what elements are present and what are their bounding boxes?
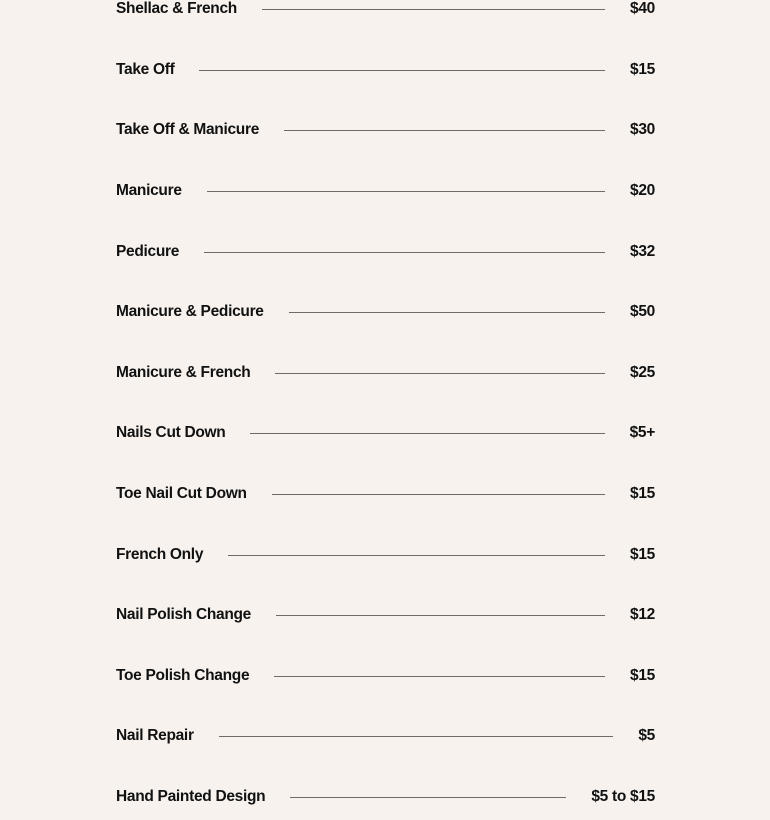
service-price: $20: [630, 182, 655, 199]
service-row-take-off: [116, 60, 655, 80]
leader-line: [219, 736, 614, 737]
service-row-pedicure: [116, 242, 655, 262]
service-row-french-only: [116, 545, 655, 565]
service-price: $5 to $15: [591, 788, 655, 805]
service-row-manicure: [116, 181, 655, 201]
leader-line: [272, 494, 605, 495]
leader-line: [276, 615, 605, 616]
service-price: $30: [630, 121, 655, 138]
service-price: $32: [630, 243, 655, 260]
service-price: $5: [638, 727, 655, 744]
service-row-nail-polish-change: [116, 605, 655, 625]
service-row-take-off-manicure: [116, 120, 655, 140]
service-price: $12: [630, 606, 655, 623]
service-price: $15: [630, 61, 655, 78]
service-price: $40: [630, 0, 655, 17]
service-price: $5+: [629, 424, 655, 441]
leader-line: [204, 252, 605, 253]
service-name: Nail Polish Change: [116, 606, 251, 623]
service-price: $25: [630, 364, 655, 381]
service-row-manicure-french: [116, 363, 655, 383]
leader-line: [274, 676, 605, 677]
service-name: Pedicure: [116, 243, 180, 260]
service-row-nail-repair: [116, 726, 655, 746]
service-name: Toe Polish Change: [116, 667, 250, 684]
leader-line: [262, 9, 605, 10]
service-name: Toe Nail Cut Down: [116, 485, 247, 502]
service-name: French Only: [116, 546, 204, 563]
service-row-manicure-pedicure: [116, 302, 655, 322]
service-name: Take Off: [116, 61, 175, 78]
leader-line: [199, 70, 605, 71]
leader-line: [290, 797, 566, 798]
leader-line: [228, 555, 605, 556]
service-row-hand-painted-design: [116, 787, 655, 807]
leader-line: [275, 373, 605, 374]
service-price: $15: [630, 546, 655, 563]
leader-line: [250, 433, 604, 434]
service-name: Take Off & Manicure: [116, 121, 260, 138]
service-price: $50: [630, 303, 655, 320]
service-price: $15: [630, 485, 655, 502]
service-name: Hand Painted Design: [116, 788, 266, 805]
service-name: Manicure: [116, 182, 182, 199]
leader-line: [207, 191, 605, 192]
service-row-shellac-french: [116, 0, 655, 19]
service-name: Manicure & French: [116, 364, 251, 381]
service-price: $15: [630, 667, 655, 684]
service-row-toe-polish-change: [116, 666, 655, 686]
service-name: Nails Cut Down: [116, 424, 226, 441]
leader-line: [289, 312, 605, 313]
service-name: Nail Repair: [116, 727, 194, 744]
leader-line: [284, 130, 605, 131]
service-name: Shellac & French: [116, 0, 237, 17]
service-name: Manicure & Pedicure: [116, 303, 264, 320]
service-row-nails-cut-down: [116, 423, 655, 443]
service-row-toe-nail-cut-down: [116, 484, 655, 504]
